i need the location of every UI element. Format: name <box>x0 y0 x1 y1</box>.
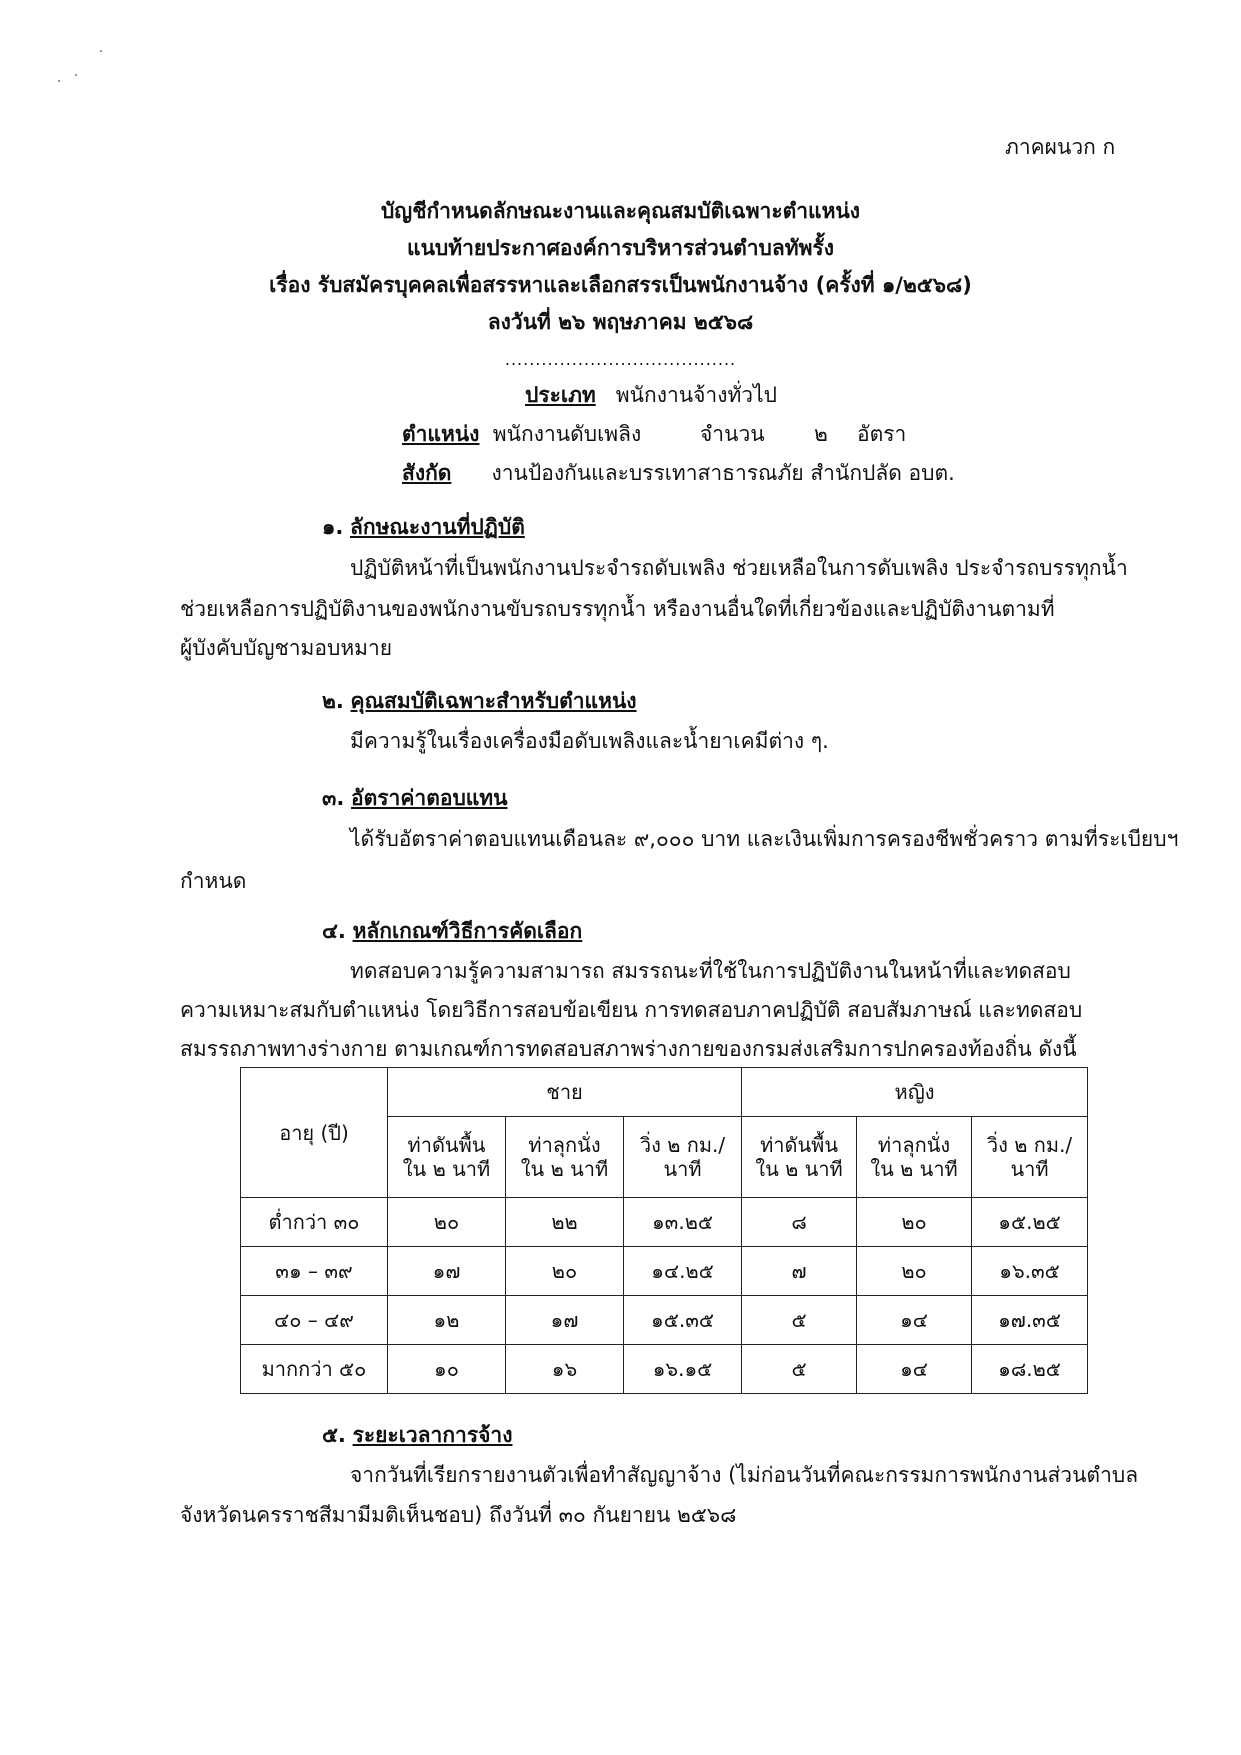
section-2-line-1: มีความรู้ในเรื่องเครื่องมือดับเพลิงและน้ำยาเคมีต่าง ๆ. <box>350 729 829 753</box>
table-cell: ๓๑ – ๓๙ <box>241 1247 388 1296</box>
section-5-line-1: จากวันที่เรียกรายงานตัวเพื่อทำสัญญาจ้าง (ไม่ก่อนวันที่คณะกรรมการพนักงานส่วนตำบล <box>350 1463 1139 1487</box>
section-4-number: ๔. <box>322 919 346 943</box>
column-header: ท่าดันพื้น ใน ๒ นาที <box>742 1117 857 1198</box>
header-line-1: บัญชีกำหนดลักษณะงานและคุณสมบัติเฉพาะตำแหน่ง <box>380 199 861 223</box>
section-5-number: ๕. <box>322 1423 346 1447</box>
table-cell: ๑๖.๑๕ <box>624 1345 742 1394</box>
section-2-heading <box>322 688 637 715</box>
section-1-title: ลักษณะงานที่ปฏิบัติ <box>350 515 525 539</box>
section-4-line-3: สมรรถภาพทางร่างกาย ตามเกณฑ์การทดสอบสภาพร่างกายของกรมส่งเสริมการปกครองท้องถิ่น ดังนี้ <box>180 1037 1077 1061</box>
table-cell: ๒๐ <box>388 1198 506 1247</box>
table-cell: ๒๐ <box>857 1247 972 1296</box>
table-cell: มากกว่า ๕๐ <box>241 1345 388 1394</box>
appendix-label: ภาคผนวก ก <box>1005 135 1116 159</box>
section-3-line-1: ได้รับอัตราค่าตอบแทนเดือนละ ๙,๐๐๐ บาท และเงินเพิ่มการครองชีพชั่วคราว ตามที่ระเบียบฯ <box>350 827 1179 851</box>
fitness-table <box>240 1067 1088 1394</box>
table-cell: ๑๔ <box>857 1345 972 1394</box>
column-header: วิ่ง ๒ กม./ นาที <box>972 1117 1088 1198</box>
section-2-number: ๒. <box>322 689 344 713</box>
affiliation-value: งานป้องกันและบรรเทาสาธารณภัย สำนักปลัด อบต. <box>491 461 955 485</box>
section-3-heading <box>322 785 508 812</box>
position-line <box>402 421 641 448</box>
section-5-title: ระยะเวลาการจ้าง <box>352 1423 513 1447</box>
table-row <box>241 1345 1088 1394</box>
header-line-4: ลงวันที่ ๒๖ พฤษภาคม ๒๕๖๘ <box>487 310 754 334</box>
section-1-heading <box>322 514 525 541</box>
table-cell: ๑๖ <box>506 1345 624 1394</box>
header-line-3: เรื่อง รับสมัครบุคคลเพื่อสรรหาและเลือกสรรเป็นพนักงานจ้าง (ครั้งที่ ๑/๒๕๖๘) <box>269 273 972 297</box>
table-row <box>241 1247 1088 1296</box>
scan-speck <box>58 80 60 82</box>
position-count: ๒ <box>814 422 828 446</box>
scan-speck <box>100 50 102 52</box>
position-count-label: จำนวน <box>700 422 765 446</box>
table-cell: ๒๒ <box>506 1198 624 1247</box>
section-1-line-2: ช่วยเหลือการปฏิบัติงานของพนักงานขับรถบรรทุกน้ำ หรืองานอื่นใดที่เกี่ยวข้องและปฏิบัติงานตามที่ <box>180 597 1055 621</box>
table-cell: ๑๓.๒๕ <box>624 1198 742 1247</box>
section-3-title: อัตราค่าตอบแทน <box>351 786 508 810</box>
section-1-line-3: ผู้บังคับบัญชามอบหมาย <box>180 636 393 660</box>
position-label: ตำแหน่ง <box>402 422 480 446</box>
column-header: ท่าดันพื้น ใน ๒ นาที <box>388 1117 506 1198</box>
section-3-number: ๓. <box>322 786 345 810</box>
table-cell: ๑๗ <box>506 1296 624 1345</box>
section-4-line-2: ความเหมาะสมกับตำแหน่ง โดยวิธีการสอบข้อเขียน การทดสอบภาคปฏิบัติ สอบสัมภาษณ์ และทดสอบ <box>180 998 1083 1022</box>
section-2-title: คุณสมบัติเฉพาะสำหรับตำแหน่ง <box>350 689 637 713</box>
section-3-line-2: กำหนด <box>180 869 247 893</box>
column-header: ท่าลุกนั่ง ใน ๒ นาที <box>857 1117 972 1198</box>
table-cell: ๑๕.๓๕ <box>624 1296 742 1345</box>
table-cell: ๔๐ – ๔๙ <box>241 1296 388 1345</box>
table-cell: ๑๗ <box>388 1247 506 1296</box>
section-1-line-1: ปฏิบัติหน้าที่เป็นพนักงานประจำรถดับเพลิง ช่วยเหลือในการดับเพลิง ประจำรถบรรทุกน้ำ <box>350 556 1128 580</box>
section-4-heading <box>322 918 582 945</box>
table-cell: ๕ <box>742 1345 857 1394</box>
table-cell: ๑๔.๒๕ <box>624 1247 742 1296</box>
position-value: พนักงานดับเพลิง <box>492 422 642 446</box>
table-cell: ๑๒ <box>388 1296 506 1345</box>
section-1-number: ๑. <box>322 515 344 539</box>
column-header: ท่าลุกนั่ง ใน ๒ นาที <box>506 1117 624 1198</box>
table-cell: ๑๖.๓๕ <box>972 1247 1088 1296</box>
table-row <box>241 1198 1088 1247</box>
table-cell: ต่ำกว่า ๓๐ <box>241 1198 388 1247</box>
column-header: วิ่ง ๒ กม./ นาที <box>624 1117 742 1198</box>
header-line-2: แนบท้ายประกาศองค์การบริหารส่วนตำบลทัพรั้ง <box>407 236 834 260</box>
type-label: ประเภท <box>525 383 596 407</box>
table-cell: ๑๗.๓๕ <box>972 1296 1088 1345</box>
age-header: อายุ (ปี) <box>241 1068 388 1198</box>
female-header: หญิง <box>742 1068 1088 1117</box>
table-cell: ๕ <box>742 1296 857 1345</box>
type-line <box>525 382 777 409</box>
section-5-line-2: จังหวัดนครราชสีมามีมติเห็นชอบ) ถึงวันที่ ๓๐ กันยายน ๒๕๖๘ <box>180 1503 737 1527</box>
table-cell: ๑๐ <box>388 1345 506 1394</box>
section-4-title: หลักเกณฑ์วิธีการคัดเลือก <box>352 919 583 943</box>
scan-speck <box>75 74 77 76</box>
table-cell: ๒๐ <box>506 1247 624 1296</box>
affiliation-line <box>402 460 955 487</box>
male-header: ชาย <box>388 1068 742 1117</box>
table-row <box>241 1296 1088 1345</box>
header-divider-dots: ...................................... <box>504 350 737 369</box>
table-cell: ๒๐ <box>857 1198 972 1247</box>
affiliation-label: สังกัด <box>402 461 452 485</box>
position-count-unit: อัตรา <box>857 422 907 446</box>
type-value: พนักงานจ้างทั่วไป <box>615 383 777 407</box>
table-cell: ๑๘.๒๕ <box>972 1345 1088 1394</box>
table-cell: ๘ <box>742 1198 857 1247</box>
section-5-heading <box>322 1422 512 1449</box>
table-cell: ๗ <box>742 1247 857 1296</box>
section-4-line-1: ทดสอบความรู้ความสามารถ สมรรถนะที่ใช้ในการปฏิบัติงานในหน้าที่และทดสอบ <box>350 959 1071 983</box>
table-cell: ๑๕.๒๕ <box>972 1198 1088 1247</box>
table-cell: ๑๔ <box>857 1296 972 1345</box>
